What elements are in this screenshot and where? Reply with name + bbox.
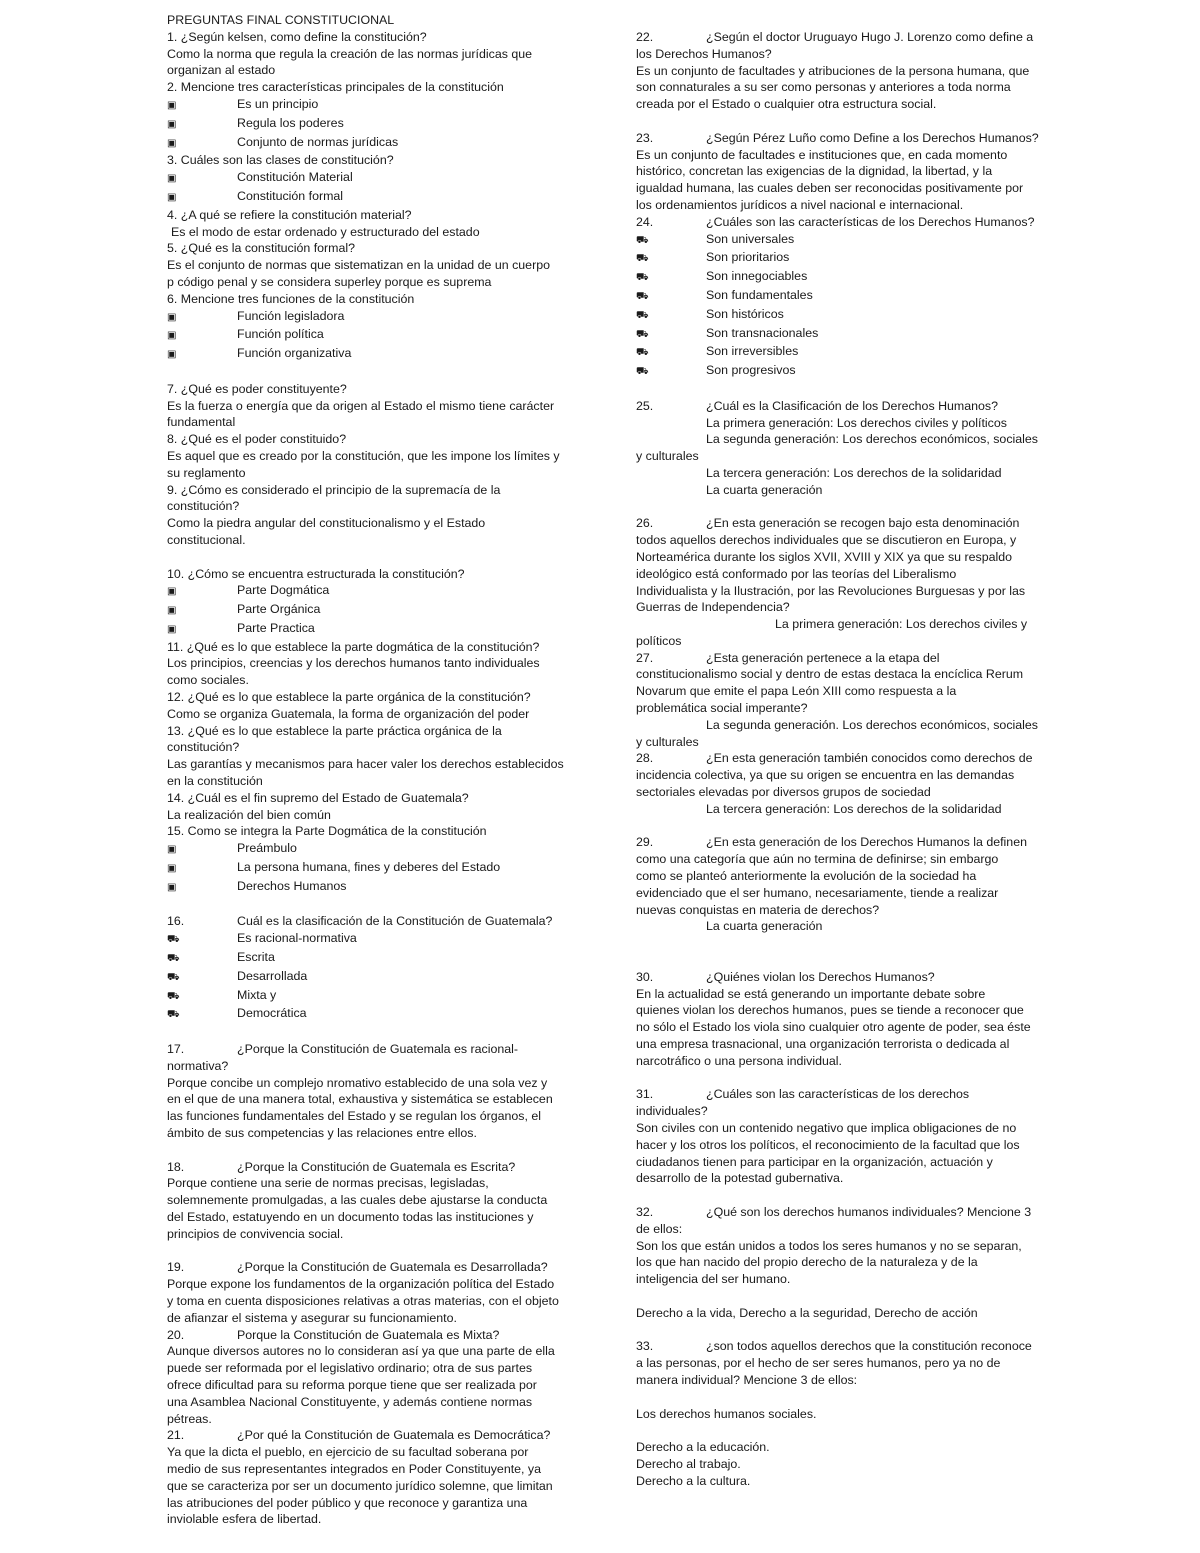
flag-bullet-icon: ⛟ [636, 309, 649, 321]
checkbox-bullet-icon: ▣ [167, 173, 177, 185]
question-text: 25. ¿Cuál es la Clasificación de los Derechos Humanos? [636, 398, 999, 413]
list-item: Derecho a la educación. [636, 1440, 770, 1455]
answer-text: Como la piedra angular del constitucionalismo y el Estado [167, 516, 486, 531]
question-33 [636, 1338, 1036, 1489]
flag-bullet-icon: ⛟ [167, 953, 180, 965]
question-text: 12. ¿Qué es lo que establece la parte orgánica de la constitución? [167, 690, 531, 705]
question-text: 21. ¿Por qué la Constitución de Guatemala es Democrática? [167, 1428, 551, 1443]
answer-text: no sólo el Estado los viola sino cualquier otro agente de poder, sea éste [636, 1020, 1031, 1035]
list-item: ▣ Regula los poderes [167, 115, 567, 134]
answer-text: La cuarta generación [706, 482, 823, 497]
checkbox-bullet-icon: ▣ [167, 605, 177, 617]
checkbox-bullet-icon: ▣ [167, 137, 177, 149]
question-text: 14. ¿Cuál es el fin supremo del Estado de Guatemala? [167, 790, 469, 805]
flag-bullet-icon: ⛟ [636, 290, 649, 302]
answer-text: los que han nacido del propio derecho de la naturaleza y de la [636, 1255, 978, 1270]
question-text: 19. ¿Porque la Constitución de Guatemala es Desarrollada? [167, 1260, 548, 1275]
question-text: 6. Mencione tres funciones de la constitución [167, 291, 415, 306]
question-24 [636, 214, 1036, 381]
question-text: 1. ¿Según kelsen, como define la constitución? [167, 29, 427, 44]
answer-text: igualdad humana, las cuales deben ser reconocidas positivamente por [636, 181, 1024, 196]
answer-text: una empresa trasnacional, una organización terrorista o dedicada al [636, 1037, 1010, 1052]
question-text: 29. ¿En esta generación de los Derechos Humanos la definen [636, 835, 1027, 850]
right-column [636, 29, 1039, 1490]
question-text: constitución? [167, 740, 240, 755]
flag-bullet-icon: ⛟ [636, 366, 649, 378]
answer-text: hacer y los otros los políticos, el reconocimiento de la facultad que los [636, 1137, 1020, 1152]
list-item: ⛟ Son fundamentales [636, 287, 1036, 306]
question-text: constitución? [167, 499, 240, 514]
question-text: 30. ¿Quiénes violan los Derechos Humanos? [636, 969, 935, 984]
list-item: ▣ Derechos Humanos [167, 878, 567, 897]
answer-text: Es el conjunto de normas que sistematizan en la unidad de un cuerpo [167, 258, 550, 273]
flag-bullet-icon: ⛟ [636, 347, 649, 359]
answer-text: Es la fuerza o energía que da origen al Estado el mismo tiene carácter [167, 398, 555, 413]
list-item: ⛟ Es racional-normativa [167, 930, 567, 949]
question-text: 9. ¿Cómo es considerado el principio de la supremacía de la [167, 482, 501, 497]
answer-text: las atribuciones del poder público y que reconoce y garantiza una [167, 1495, 528, 1510]
question-text: Guerras de Independencia? [636, 600, 790, 615]
question-5 [167, 240, 567, 290]
answer-text: La tercera generación: Los derechos de la solidaridad [706, 801, 1002, 816]
list-item: ⛟ Son prioritarios [636, 249, 1036, 268]
question-7 [167, 381, 567, 431]
flag-bullet-icon: ⛟ [636, 253, 649, 265]
list-item: ▣ Función legisladora [167, 308, 567, 327]
answer-text: La primera generación: Los derechos civiles y políticos [706, 415, 1007, 430]
question-31 [636, 1086, 1036, 1187]
list-item: ⛟ Son irreversibles [636, 343, 1036, 362]
question-10 [167, 566, 567, 639]
answer-text: y culturales [636, 449, 699, 464]
list-item: ⛟ Son progresivos [636, 362, 1036, 381]
answer-text: Es un conjunto de facultades e instituciones que, en cada momento [636, 147, 1008, 162]
question-30 [636, 969, 1036, 1070]
question-20 [167, 1327, 567, 1428]
answer-text: Es aquel que es creado por la constitución, que les impone los límites y [167, 448, 560, 463]
answer-text: Son los que están unidos a todos los seres humanos y no se separan, [636, 1238, 1022, 1253]
checkbox-bullet-icon: ▣ [167, 863, 177, 875]
answer-text: Son civiles con un contenido negativo que implica obligaciones de no [636, 1121, 1017, 1135]
flag-bullet-icon: ⛟ [167, 971, 180, 983]
question-text: 20. Porque la Constitución de Guatemala es Mixta? [167, 1327, 500, 1342]
checkbox-bullet-icon: ▣ [167, 118, 177, 130]
question-22 [636, 29, 1036, 113]
answer-text: narcotráfico o una persona individual. [636, 1053, 842, 1068]
question-16 [167, 913, 567, 1024]
flag-bullet-icon: ⛟ [636, 234, 649, 246]
answer-text: inteligencia del ser humano. [636, 1272, 791, 1287]
answer-text: La primera generación: Los derechos civiles y [775, 617, 1028, 632]
answer-text: La cuarta generación [706, 919, 823, 934]
question-32 [636, 1204, 1036, 1322]
question-text: como se planteó anteriormente la evolución de la sociedad ha [636, 869, 977, 884]
question-text: incidencia colectiva, ya que su origen se encuentra en las demandas [636, 768, 1015, 783]
answer-text: Derecho a la vida, Derecho a la seguridad, Derecho de acción [636, 1305, 978, 1320]
answer-text: principios de convivencia social. [167, 1226, 344, 1241]
answer-text: Ya que la dicta el pueblo, en ejercicio de su facultad soberana por [167, 1445, 529, 1460]
list-item: ⛟ Democrática [167, 1005, 567, 1024]
list-item: ⛟ Mixta y [167, 987, 567, 1006]
question-text: 15. Como se integra la Parte Dogmática de la constitución [167, 824, 487, 839]
answer-text: Es un conjunto de facultades y atribuciones de la persona humana, que [636, 63, 1030, 78]
page-title: PREGUNTAS FINAL CONSTITUCIONAL [167, 13, 395, 27]
question-text: 16. Cuál es la clasificación de la Constitución de Guatemala? [167, 914, 553, 929]
answer-text: fundamental [167, 415, 236, 430]
answer-text: su reglamento [167, 465, 246, 480]
answer-text: Los derechos humanos sociales. [636, 1406, 817, 1421]
question-25 [636, 398, 1039, 499]
answer-text: puede ser reformada por el legislativo ordinario; otra de sus partes [167, 1361, 533, 1376]
answer-text: medio de sus representantes integrados en Poder Constituyente, ya [167, 1461, 542, 1476]
question-26 [636, 515, 1036, 649]
question-text: 7. ¿Qué es poder constituyente? [167, 381, 347, 396]
question-4 [167, 207, 567, 241]
question-15 [167, 823, 567, 896]
list-item: ▣ Conjunto de normas jurídicas [167, 134, 567, 153]
question-text: de ellos: [636, 1221, 683, 1236]
flag-bullet-icon: ⛟ [636, 328, 649, 340]
flag-bullet-icon: ⛟ [636, 272, 649, 284]
list-item: ⛟ Son transnacionales [636, 325, 1036, 344]
checkbox-bullet-icon: ▣ [167, 330, 177, 342]
list-item: Derecho a la cultura. [636, 1473, 751, 1488]
question-text: 17. ¿Porque la Constitución de Guatemala es racional- [167, 1042, 519, 1057]
flag-bullet-icon: ⛟ [167, 934, 180, 946]
answer-text: constitucional. [167, 532, 246, 547]
question-text: 26. ¿En esta generación se recogen bajo esta denominación [636, 516, 1020, 531]
question-text: evidenciado que el ser humano, necesariamente, tiende a realizar [636, 885, 999, 900]
question-text: 22. ¿Según el doctor Uruguayo Hugo J. Lorenzo como define a [636, 30, 1034, 44]
list-item: ▣ Preámbulo [167, 840, 567, 859]
list-item: ▣ La persona humana, fines y deberes del Estado [167, 859, 567, 878]
question-29 [636, 834, 1036, 935]
answer-text: En la actualidad se está generando un importante debate sobre [636, 986, 986, 1001]
question-23 [636, 130, 1039, 214]
flag-bullet-icon: ⛟ [167, 1009, 180, 1021]
list-item: ▣ Constitución formal [167, 188, 567, 207]
answer-text: son connaturales a su ser como personas y anteriores a toda norma [636, 80, 1011, 95]
answer-text: Porque concibe un complejo nromativo establecido de una sola vez y [167, 1075, 548, 1090]
answer-text: ámbito de sus competencias y las relaciones entre ellos. [167, 1126, 477, 1140]
answer-text: ofrece dificultad para su reforma porque tiene que ser realizada por [167, 1377, 537, 1392]
checkbox-bullet-icon: ▣ [167, 586, 177, 598]
list-item: ⛟ Son innegociables [636, 268, 1036, 287]
question-text: 27. ¿Esta generación pertenece a la etapa del [636, 650, 940, 665]
answer-text: Como la norma que regula la creación de las normas jurídicas que [167, 46, 533, 61]
list-item: ▣ Parte Practica [167, 620, 567, 639]
question-text: a las personas, por el hecho de ser seres humanos, pero ya no de [636, 1356, 1001, 1371]
answer-text: organizan al estado [167, 63, 276, 78]
answer-text: que se caracteriza por ser un documento jurídico solemne, que limitan [167, 1478, 553, 1493]
answer-text: solemnemente promulgadas, a las cuales debe ajustarse la conducta [167, 1193, 548, 1208]
list-item: ⛟ Desarrollada [167, 968, 567, 987]
list-item: ▣ Parte Orgánica [167, 601, 567, 620]
list-item: ⛟ Son históricos [636, 306, 1036, 325]
answer-text: políticos [636, 633, 682, 648]
list-item: ⛟ Escrita [167, 949, 567, 968]
answer-text: en el que de una manera total, exhaustiva y sistemática se establecen [167, 1092, 553, 1107]
question-18 [167, 1159, 567, 1243]
list-item: Derecho al trabajo. [636, 1456, 741, 1471]
question-text: 32. ¿Qué son los derechos humanos individuales? Mencione 3 [636, 1204, 1032, 1219]
question-text: 10. ¿Cómo se encuentra estructurada la constitución? [167, 566, 465, 581]
question-text: 24. ¿Cuáles son las características de los Derechos Humanos? [636, 214, 1035, 229]
checkbox-bullet-icon: ▣ [167, 623, 177, 635]
checkbox-bullet-icon: ▣ [167, 881, 177, 893]
question-text: 11. ¿Qué es lo que establece la parte dogmática de la constitución? [167, 639, 540, 654]
answer-text: histórico, concretan las exigencias de la dignidad, la libertad, y la [636, 164, 993, 179]
question-text: 33. ¿son todos aquellos derechos que la constitución reconoce [636, 1339, 1032, 1354]
question-text: 13. ¿Qué es lo que establece la parte práctica orgánica de la [167, 723, 502, 738]
answer-text: creada por el Estado o cualquier otra estructura social. [636, 97, 937, 112]
checkbox-bullet-icon: ▣ [167, 844, 177, 856]
question-28 [636, 750, 1036, 817]
question-text: 31. ¿Cuáles son las características de los derechos [636, 1087, 970, 1102]
question-12 [167, 689, 567, 723]
answer-text: Las garantías y mecanismos para hacer valer los derechos establecidos [167, 757, 564, 772]
list-item: ▣ Constitución Material [167, 169, 567, 188]
answer-text: quienes violan los derechos humanos, pues se tiende a reconocer que [636, 1003, 1024, 1018]
answer-text: Es el modo de estar ordenado y estructurado del estado [171, 224, 480, 239]
answer-text: las funciones fundamentales del Estado y se regulan los órganos, el [167, 1109, 542, 1124]
checkbox-bullet-icon: ▣ [167, 191, 177, 203]
checkbox-bullet-icon: ▣ [167, 311, 177, 323]
answer-text: La realización del bien común [167, 807, 331, 822]
answer-text: La segunda generación: Los derechos económicos, sociales [706, 432, 1039, 447]
question-text: individuales? [636, 1104, 708, 1119]
answer-text: los ordenamientos jurídicos a nivel nacional e internacional. [636, 197, 964, 212]
question-text: 8. ¿Qué es el poder constituido? [167, 432, 347, 447]
question-text: 28. ¿En esta generación también conocidos como derechos de [636, 751, 1033, 766]
question-21 [167, 1427, 567, 1528]
question-27 [636, 650, 1039, 751]
answer-text: p código penal y se considera superley porque es suprema [167, 274, 492, 289]
question-text: como una categoría que aún no termina de definirse; sin embargo [636, 852, 999, 867]
answer-text: una Asamblea Nacional Constituyente, y además contiene normas [167, 1394, 533, 1409]
answer-text: en la constitución [167, 774, 263, 789]
question-6 [167, 291, 567, 364]
question-3 [167, 152, 567, 206]
question-text: Individualista y la Ilustración, por las Revoluciones Burguesas y por las [636, 583, 1026, 598]
question-14 [167, 790, 567, 824]
question-text: normativa? [167, 1058, 229, 1073]
question-9 [167, 482, 567, 549]
list-item: ▣ Es un principio [167, 96, 567, 115]
answer-text: desarrollo de la potestad gubernativa. [636, 1171, 844, 1186]
answer-text: La segunda generación. Los derechos económicos, sociales [706, 717, 1039, 732]
answer-text: Aunque diversos autores no lo consideran así ya que una parte de ella [167, 1344, 555, 1359]
answer-text: del Estado, estatuyendo en un documento todas las instituciones y [167, 1209, 534, 1224]
answer-text: Como se organiza Guatemala, la forma de organización del poder [167, 706, 530, 721]
question-text: los Derechos Humanos? [636, 46, 772, 61]
question-text: manera individual? Mencione 3 de ellos: [636, 1372, 858, 1387]
question-text: 3. Cuáles son las clases de constitución? [167, 153, 394, 168]
answer-text: Porque contiene una serie de normas precisas, legisladas, [167, 1176, 489, 1191]
question-text: ideológico está conformado por las teorías del Liberalismo [636, 566, 957, 581]
checkbox-bullet-icon: ▣ [167, 99, 177, 111]
answer-text: Los principios, creencias y los derechos humanos tanto individuales [167, 656, 540, 671]
question-text: todos aquellos derechos individuales que se discutieron en Europa, y [636, 533, 1017, 548]
answer-text: de afianzar el sistema y asegurar su funcionamiento. [167, 1310, 457, 1325]
question-text: 4. ¿A qué se refiere la constitución material? [167, 207, 412, 222]
question-text: 2. Mencione tres características principales de la constitución [167, 80, 504, 95]
question-text: 5. ¿Qué es la constitución formal? [167, 241, 356, 256]
answer-text: ciudadanos tienen para participar en la organización, actuación y [636, 1154, 993, 1169]
answer-text: pétreas. [167, 1411, 212, 1426]
question-text: problemática social imperante? [636, 701, 808, 716]
question-13 [167, 723, 567, 790]
question-text: constitucionalismo social y dentro de estas destaca la encíclica Rerum [636, 667, 1024, 682]
answer-text: Porque expone los fundamentos de la organización política del Estado [167, 1277, 555, 1292]
list-item: ⛟ Son universales [636, 231, 1036, 250]
question-19 [167, 1259, 567, 1326]
answer-text: y toma en cuenta disposiciones relativas a otras materias, con el objeto [167, 1293, 559, 1308]
answer-text: como sociales. [167, 673, 249, 688]
checkbox-bullet-icon: ▣ [167, 349, 177, 361]
question-11 [167, 639, 567, 689]
question-text: nuevas conquistas en materia de derechos? [636, 902, 880, 917]
question-text: Novarum que emite el papa León XIII como respuesta a la [636, 684, 957, 699]
question-8 [167, 431, 567, 481]
question-text: 18. ¿Porque la Constitución de Guatemala es Escrita? [167, 1159, 516, 1174]
question-text: 23. ¿Según Pérez Luño como Define a los Derechos Humanos? [636, 130, 1039, 145]
left-column [167, 12, 567, 1528]
question-1 [167, 29, 567, 79]
question-text: Norteamérica durante los siglos XVII, XVIII y XIX ya que su respaldo [636, 549, 1013, 564]
answer-text: y culturales [636, 734, 699, 749]
question-2 [167, 79, 567, 152]
answer-text: inviolable esfera de libertad. [167, 1512, 322, 1527]
question-17 [167, 1041, 567, 1142]
list-item: ▣ Función organizativa [167, 345, 567, 364]
list-item: ▣ Función política [167, 326, 567, 345]
answer-text: La tercera generación: Los derechos de la solidaridad [706, 465, 1002, 480]
flag-bullet-icon: ⛟ [167, 990, 180, 1002]
list-item: ▣ Parte Dogmática [167, 582, 567, 601]
question-text: sectoriales elevadas por diversos grupos de sociedad [636, 785, 931, 800]
